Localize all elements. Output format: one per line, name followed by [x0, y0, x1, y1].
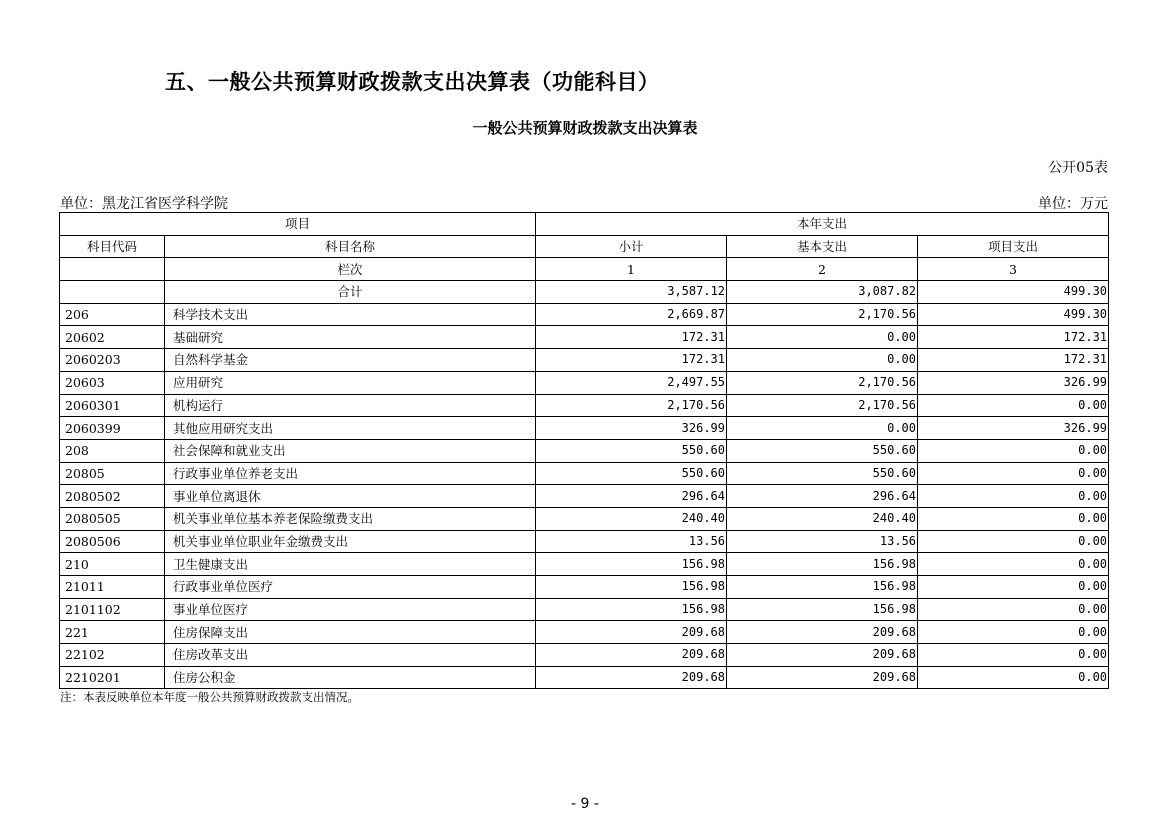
- table-row: [60, 644, 1109, 667]
- cell-name: 机构运行: [165, 394, 536, 417]
- cell-subtotal: 172.31: [536, 326, 727, 349]
- cell-basic: 550.60: [727, 439, 918, 462]
- cell-name: 其他应用研究支出: [165, 417, 536, 440]
- cell-code: 210: [60, 553, 165, 576]
- table-row: [60, 417, 1109, 440]
- cell-basic: 296.64: [727, 485, 918, 508]
- cell-code: 2101102: [60, 598, 165, 621]
- cell-code: 206: [60, 303, 165, 326]
- cell-basic: 0.00: [727, 349, 918, 372]
- cell-project: 172.31: [918, 326, 1109, 349]
- total-label: 合计: [165, 281, 536, 304]
- table-row: [60, 553, 1109, 576]
- table-row: [60, 530, 1109, 553]
- cell-subtotal: 2,170.56: [536, 394, 727, 417]
- cell-basic: 209.68: [727, 621, 918, 644]
- cell-name: 应用研究: [165, 371, 536, 394]
- table-row: [60, 462, 1109, 485]
- cell-basic: 0.00: [727, 326, 918, 349]
- section-title: 五、一般公共预算财政拨款支出决算表（功能科目）: [165, 70, 660, 94]
- header-current-year: 本年支出: [536, 213, 1109, 236]
- table-row: [60, 507, 1109, 530]
- cell-project: 0.00: [918, 621, 1109, 644]
- cell-subtotal: 240.40: [536, 507, 727, 530]
- cell-name: 住房保障支出: [165, 621, 536, 644]
- cell-name: 基础研究: [165, 326, 536, 349]
- cell-code: 2080505: [60, 507, 165, 530]
- cell-code: 21011: [60, 576, 165, 599]
- cell-subtotal: 156.98: [536, 553, 727, 576]
- cell-name: 社会保障和就业支出: [165, 439, 536, 462]
- table-row: [60, 303, 1109, 326]
- cell-subtotal: 550.60: [536, 462, 727, 485]
- cell-project: 0.00: [918, 530, 1109, 553]
- column-index-row: [60, 258, 1109, 281]
- total-project: 499.30: [918, 281, 1109, 304]
- table-row: [60, 439, 1109, 462]
- cell-project: 499.30: [918, 303, 1109, 326]
- cell-basic: 209.68: [727, 666, 918, 689]
- cell-project: 0.00: [918, 485, 1109, 508]
- cell-name: 行政事业单位医疗: [165, 576, 536, 599]
- cell-code: 20603: [60, 371, 165, 394]
- cell-project: 0.00: [918, 462, 1109, 485]
- cell-name: 行政事业单位养老支出: [165, 462, 536, 485]
- cell-project: 326.99: [918, 417, 1109, 440]
- table-note: 注：本表反映单位本年度一般公共预算财政拨款支出情况。: [60, 690, 359, 704]
- cell-name: 自然科学基金: [165, 349, 536, 372]
- form-number: 公开05表: [1048, 160, 1108, 176]
- cell-basic: 2,170.56: [727, 394, 918, 417]
- cell-name: 机关事业单位基本养老保险缴费支出: [165, 507, 536, 530]
- total-row: [60, 281, 1109, 304]
- cell-name: 事业单位医疗: [165, 598, 536, 621]
- cell-subtotal: 550.60: [536, 439, 727, 462]
- cell-basic: 2,170.56: [727, 303, 918, 326]
- cell-basic: 0.00: [727, 417, 918, 440]
- total-subtotal: 3,587.12: [536, 281, 727, 304]
- table-row: [60, 576, 1109, 599]
- cell-code: 2060301: [60, 394, 165, 417]
- cell-project: 172.31: [918, 349, 1109, 372]
- cell-project: 0.00: [918, 644, 1109, 667]
- cell-project: 0.00: [918, 507, 1109, 530]
- cell-code: 208: [60, 439, 165, 462]
- header-row-2: [60, 235, 1109, 258]
- cell-project: 0.00: [918, 576, 1109, 599]
- table-row: [60, 621, 1109, 644]
- table-row: [60, 326, 1109, 349]
- cell-subtotal: 2,669.87: [536, 303, 727, 326]
- cell-code: 2060203: [60, 349, 165, 372]
- cell-subtotal: 326.99: [536, 417, 727, 440]
- total-basic: 3,087.82: [727, 281, 918, 304]
- cell-project: 0.00: [918, 598, 1109, 621]
- cell-basic: 156.98: [727, 553, 918, 576]
- column-index-2: 2: [727, 258, 918, 281]
- cell-project: 0.00: [918, 394, 1109, 417]
- column-index-1: 1: [536, 258, 727, 281]
- unit-organization: 单位：黑龙江省医学科学院: [60, 196, 228, 212]
- cell-subtotal: 156.98: [536, 598, 727, 621]
- cell-code: 20602: [60, 326, 165, 349]
- cell-project: 0.00: [918, 553, 1109, 576]
- cell-subtotal: 296.64: [536, 485, 727, 508]
- cell-subtotal: 2,497.55: [536, 371, 727, 394]
- column-index-label: 栏次: [165, 258, 536, 281]
- cell-basic: 209.68: [727, 644, 918, 667]
- cell-basic: 240.40: [727, 507, 918, 530]
- total-empty: [60, 281, 165, 304]
- table-row: [60, 349, 1109, 372]
- unit-currency: 单位：万元: [1038, 196, 1108, 212]
- cell-name: 科学技术支出: [165, 303, 536, 326]
- table-row: [60, 394, 1109, 417]
- cell-name: 住房改革支出: [165, 644, 536, 667]
- cell-project: 326.99: [918, 371, 1109, 394]
- cell-name: 卫生健康支出: [165, 553, 536, 576]
- header-basic: 基本支出: [727, 235, 918, 258]
- cell-code: 2210201: [60, 666, 165, 689]
- table-row: [60, 598, 1109, 621]
- header-row-1: [60, 213, 1109, 236]
- cell-basic: 13.56: [727, 530, 918, 553]
- cell-basic: 156.98: [727, 576, 918, 599]
- page-number: - 9 -: [571, 796, 599, 812]
- cell-basic: 156.98: [727, 598, 918, 621]
- cell-subtotal: 209.68: [536, 666, 727, 689]
- table-title: 一般公共预算财政拨款支出决算表: [472, 119, 698, 137]
- cell-project: 0.00: [918, 439, 1109, 462]
- table-row: [60, 485, 1109, 508]
- column-index-3: 3: [918, 258, 1109, 281]
- header-subtotal: 小计: [536, 235, 727, 258]
- column-index-empty: [60, 258, 165, 281]
- cell-code: 20805: [60, 462, 165, 485]
- table-row: [60, 371, 1109, 394]
- cell-code: 2080506: [60, 530, 165, 553]
- cell-basic: 550.60: [727, 462, 918, 485]
- header-item: 项目: [60, 213, 536, 236]
- cell-subtotal: 13.56: [536, 530, 727, 553]
- cell-code: 221: [60, 621, 165, 644]
- cell-basic: 2,170.56: [727, 371, 918, 394]
- cell-project: 0.00: [918, 666, 1109, 689]
- cell-code: 2080502: [60, 485, 165, 508]
- cell-name: 机关事业单位职业年金缴费支出: [165, 530, 536, 553]
- header-code: 科目代码: [60, 235, 165, 258]
- cell-code: 22102: [60, 644, 165, 667]
- expenditure-table: [59, 212, 1109, 689]
- cell-name: 住房公积金: [165, 666, 536, 689]
- cell-code: 2060399: [60, 417, 165, 440]
- cell-subtotal: 156.98: [536, 576, 727, 599]
- cell-subtotal: 209.68: [536, 621, 727, 644]
- table-row: [60, 666, 1109, 689]
- cell-subtotal: 209.68: [536, 644, 727, 667]
- cell-subtotal: 172.31: [536, 349, 727, 372]
- cell-name: 事业单位离退休: [165, 485, 536, 508]
- header-project: 项目支出: [918, 235, 1109, 258]
- header-name: 科目名称: [165, 235, 536, 258]
